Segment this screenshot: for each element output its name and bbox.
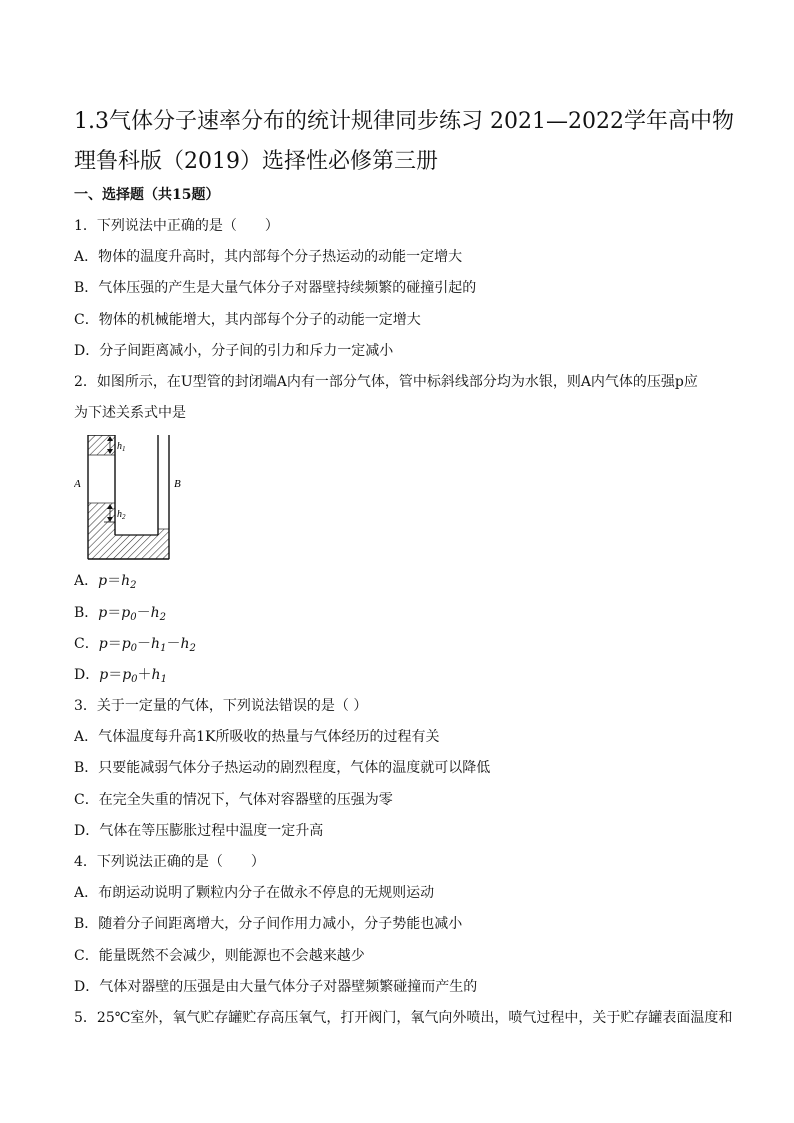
question-2-option-d [74,660,734,691]
label-h2-sub: 2 [122,513,126,522]
question-2-option-a [74,566,734,597]
formula-equals: ＝ [107,604,122,621]
formula-term: h [150,604,160,621]
option-prefix: D． [74,666,100,683]
option-prefix: C． [74,635,99,652]
label-h1-main: h [117,441,122,453]
formula-equals: ＝ [107,573,122,590]
formula-term: h [151,666,161,683]
label-h2 [117,509,126,521]
question-5-stem: 5．25℃室外，氧气贮存罐贮存高压氧气，打开阀门，氧气向外喷出，喷气过程中，关于贮存罐表面温度和 [74,1009,733,1026]
formula-subscript: 0 [130,642,138,654]
question-3-option-b: B．只要能减弱气体分子热运动的剧烈程度，气体的温度就可以降低 [74,760,491,777]
question-1-option-c: C．物体的机械能增大，其内部每个分子的动能一定增大 [74,311,421,328]
question-3-option-c: C．在完全失重的情况下，气体对容器壁的压强为零 [74,791,393,808]
question-1-option-b: B．气体压强的产生是大量气体分子对器壁持续频繁的碰撞引起的 [74,280,477,297]
formula-operator: － [136,604,151,621]
formula-equals: ＝ [108,666,123,683]
formula-subscript: 0 [130,611,137,623]
formula-subscript: 2 [189,642,196,654]
label-h2-main: h [117,509,122,521]
document-title: 1.3气体分子速率分布的统计规律同步练习 2021—2022学年高中物理鲁科版（2019）选择性必修第三册 [74,109,734,174]
question-1-stem: 1．下列说法中正确的是（ ） [74,218,279,234]
formula-subscript: 2 [159,611,167,623]
mercury-u-bend [88,503,169,559]
question-3-option-d: D．气体在等压膨胀过程中温度一定升高 [74,822,324,839]
question-4-option-c: C．能量既然不会减少，则能源也不会越来越少 [74,947,365,964]
question-3-option-a: A．气体温度每升高1K所吸收的热量与气体经历的过程有关 [74,729,440,746]
question-4-option-a: A．布朗运动说明了颗粒内分子在做永不停息的无规则运动 [74,885,435,902]
formula-lhs: p [99,666,109,683]
u-tube-diagram [74,435,194,565]
label-h1 [117,441,126,453]
question-list [74,211,734,1034]
formula-operator: － [166,635,181,652]
formula-term: p [121,604,131,621]
label-a: A [74,478,81,491]
question-4-stem: 4．下列说法正确的是（ ） [74,854,265,870]
question-1-option-a: A．物体的温度升高时，其内部每个分子热运动的动能一定增大 [74,249,463,266]
question-2-option-b [74,598,734,629]
formula-subscript: 1 [160,673,167,685]
formula-subscript: 1 [160,642,167,654]
formula-lhs: p [98,635,108,652]
formula-operator: ＋ [137,666,152,683]
question-2-option-c [74,629,734,660]
formula-term: h [151,635,161,652]
formula-operator: － [137,635,152,652]
formula-term: h [121,573,131,590]
question-4-option-d: D．气体对器壁的压强是由大量气体分子对器壁频繁碰撞而产生的 [74,978,478,995]
section-heading: 一、选择题（共15题） [74,187,220,203]
formula-term: p [122,666,132,683]
question-2-stem-line-1: 2．如图所示，在U型管的封闭端A内有一部分气体，管中标斜线部分均为水银，则A内气体的压强p应 [74,373,698,390]
formula-lhs: p [98,604,108,621]
label-h1-sub: 1 [122,445,126,454]
option-prefix: B． [74,604,99,621]
label-b: B [174,478,181,491]
formula-term: p [121,635,131,652]
question-3-stem: 3．关于一定量的气体，下列说法错误的是（ ） [74,698,368,715]
question-1-option-d: D．分子间距离减小，分子间的引力和斥力一定减小 [74,342,394,359]
question-2-stem-line-2: 为下述关系式中是 [74,405,186,422]
formula-term: h [180,635,190,652]
u-tube-figure [74,429,734,566]
question-4-option-b: B．随着分子间距离增大，分子间作用力减小，分子势能也减小 [74,916,463,933]
option-prefix: A． [74,573,99,590]
formula-subscript: 2 [130,580,137,592]
formula-equals: ＝ [107,635,122,652]
formula-lhs: p [98,573,108,590]
formula-subscript: 0 [131,673,138,685]
